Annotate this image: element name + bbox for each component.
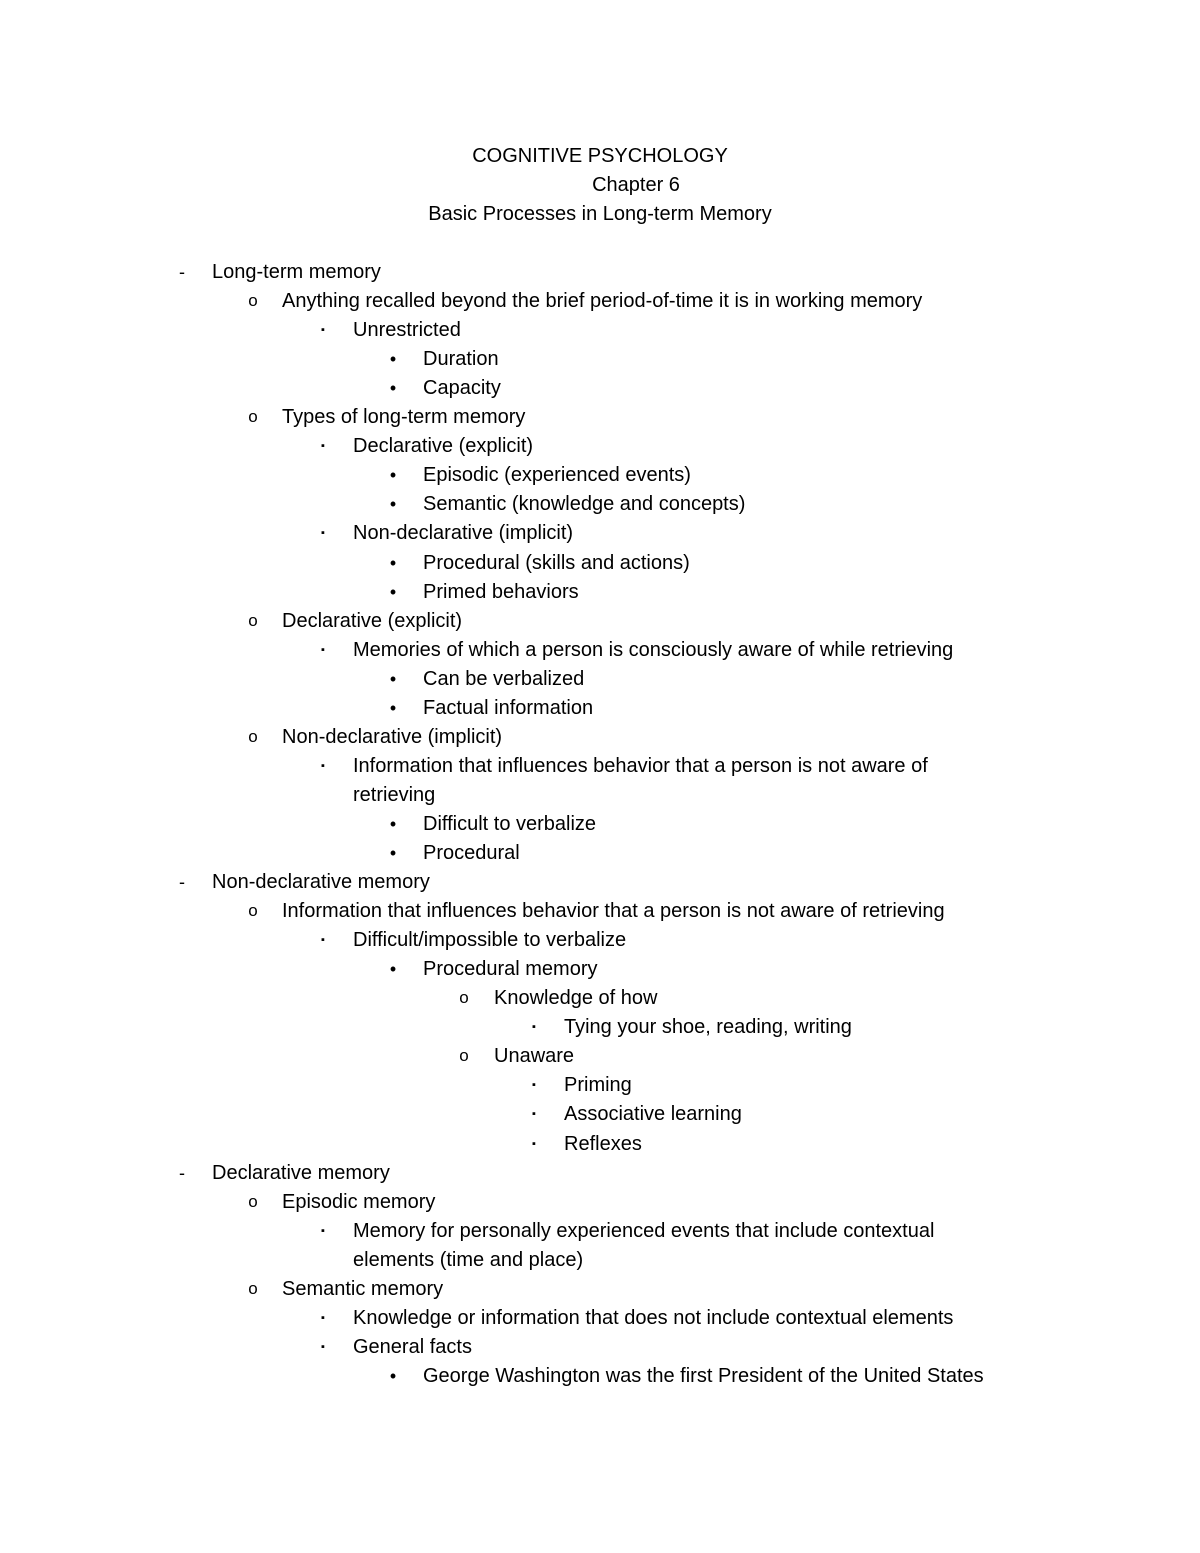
outline-item-text: Procedural xyxy=(423,842,520,864)
outline-item-text: Factual information xyxy=(423,697,594,719)
outline-item-text: Procedural (skills and actions) xyxy=(423,552,690,574)
outline-item-text: Capacity xyxy=(423,377,501,399)
outline-item-text: Difficult/impossible to verbalize xyxy=(353,929,627,951)
outline-item-text: Declarative memory xyxy=(212,1162,390,1184)
square-bullet-icon: ▪ xyxy=(321,934,325,946)
square-bullet-icon: ▪ xyxy=(321,1341,325,1353)
outline-item-text: Can be verbalized xyxy=(423,668,585,690)
square-bullet-icon: ▪ xyxy=(532,1021,536,1033)
square-bullet-icon: ▪ xyxy=(321,324,325,336)
dot-bullet-icon: • xyxy=(389,669,397,689)
circle-bullet-icon: o xyxy=(459,1046,469,1065)
dot-bullet-icon: • xyxy=(389,814,397,834)
circle-bullet-icon: o xyxy=(248,611,258,630)
outline-item-text: elements (time and place) xyxy=(353,1249,584,1271)
outline-item-text: Duration xyxy=(423,348,499,370)
outline-item-text: Non-declarative memory xyxy=(212,871,430,893)
square-bullet-icon: ▪ xyxy=(532,1138,536,1150)
outline-item-text: General facts xyxy=(353,1336,472,1358)
dot-bullet-icon: • xyxy=(389,553,397,573)
square-bullet-icon: ▪ xyxy=(321,1312,325,1324)
outline-item-text: Knowledge of how xyxy=(494,987,658,1009)
outline-item-text: Difficult to verbalize xyxy=(423,813,597,835)
square-bullet-icon: ▪ xyxy=(321,440,325,452)
dot-bullet-icon: • xyxy=(389,465,397,485)
outline-item-text: Unaware xyxy=(494,1045,575,1067)
dash-bullet-icon: - xyxy=(179,262,185,282)
outline-item-text: Unrestricted xyxy=(353,319,461,341)
outline-item-text: George Washington was the first President of the United States xyxy=(423,1365,984,1387)
outline-item-text: Types of long-term memory xyxy=(282,406,526,428)
document-title: COGNITIVE PSYCHOLOGY xyxy=(472,145,728,167)
outline-item-text: Tying your shoe, reading, writing xyxy=(564,1016,852,1038)
outline-item-text: Procedural memory xyxy=(423,958,598,980)
dot-bullet-icon: • xyxy=(389,843,397,863)
outline-item-text: retrieving xyxy=(353,784,436,806)
outline-item-text: Declarative (explicit) xyxy=(353,435,534,457)
outline-item-text: Associative learning xyxy=(564,1103,742,1125)
square-bullet-icon: ▪ xyxy=(532,1108,536,1120)
circle-bullet-icon: o xyxy=(248,291,258,310)
circle-bullet-icon: o xyxy=(248,407,258,426)
circle-bullet-icon: o xyxy=(459,988,469,1007)
outline-item-text: Information that influences behavior that a person is not aware of retrieving xyxy=(282,900,945,922)
square-bullet-icon: ▪ xyxy=(321,1225,325,1237)
circle-bullet-icon: o xyxy=(248,1192,258,1211)
circle-bullet-icon: o xyxy=(248,1279,258,1298)
outline-item-text: Anything recalled beyond the brief period-of-time it is in working memory xyxy=(282,290,923,312)
outline-item-text: Primed behaviors xyxy=(423,581,579,603)
outline-item-text: Knowledge or information that does not include contextual elements xyxy=(353,1307,954,1329)
dot-bullet-icon: • xyxy=(389,698,397,718)
outline-item-text: Memories of which a person is consciously aware of while retrieving xyxy=(353,639,954,661)
square-bullet-icon: ▪ xyxy=(321,644,325,656)
outline-item-text: Reflexes xyxy=(564,1133,642,1155)
outline-item-text: Episodic memory xyxy=(282,1191,436,1213)
square-bullet-icon: ▪ xyxy=(321,760,325,772)
circle-bullet-icon: o xyxy=(248,901,258,920)
dot-bullet-icon: • xyxy=(389,1366,397,1386)
dot-bullet-icon: • xyxy=(389,349,397,369)
dot-bullet-icon: • xyxy=(389,494,397,514)
outline-item-text: Information that influences behavior that a person is not aware of xyxy=(353,755,928,777)
dash-bullet-icon: - xyxy=(179,872,185,892)
chapter-label: Chapter 6 xyxy=(592,174,680,196)
outline-item-text: Priming xyxy=(564,1074,632,1096)
outline-item-text: Long-term memory xyxy=(212,261,381,283)
outline-item-text: Semantic (knowledge and concepts) xyxy=(423,493,746,515)
square-bullet-icon: ▪ xyxy=(532,1079,536,1091)
outline-item-text: Episodic (experienced events) xyxy=(423,464,691,486)
square-bullet-icon: ▪ xyxy=(321,527,325,539)
outline-item-text: Declarative (explicit) xyxy=(282,610,463,632)
dash-bullet-icon: - xyxy=(179,1163,185,1183)
dot-bullet-icon: • xyxy=(389,378,397,398)
outline-item-text: Non-declarative (implicit) xyxy=(282,726,503,748)
outline-item-text: Non-declarative (implicit) xyxy=(353,522,574,544)
dot-bullet-icon: • xyxy=(389,582,397,602)
circle-bullet-icon: o xyxy=(248,727,258,746)
document-subtitle: Basic Processes in Long-term Memory xyxy=(428,203,772,225)
outline-item-text: Memory for personally experienced events that include contextual xyxy=(353,1220,935,1242)
dot-bullet-icon: • xyxy=(389,959,397,979)
outline-item-text: Semantic memory xyxy=(282,1278,444,1300)
